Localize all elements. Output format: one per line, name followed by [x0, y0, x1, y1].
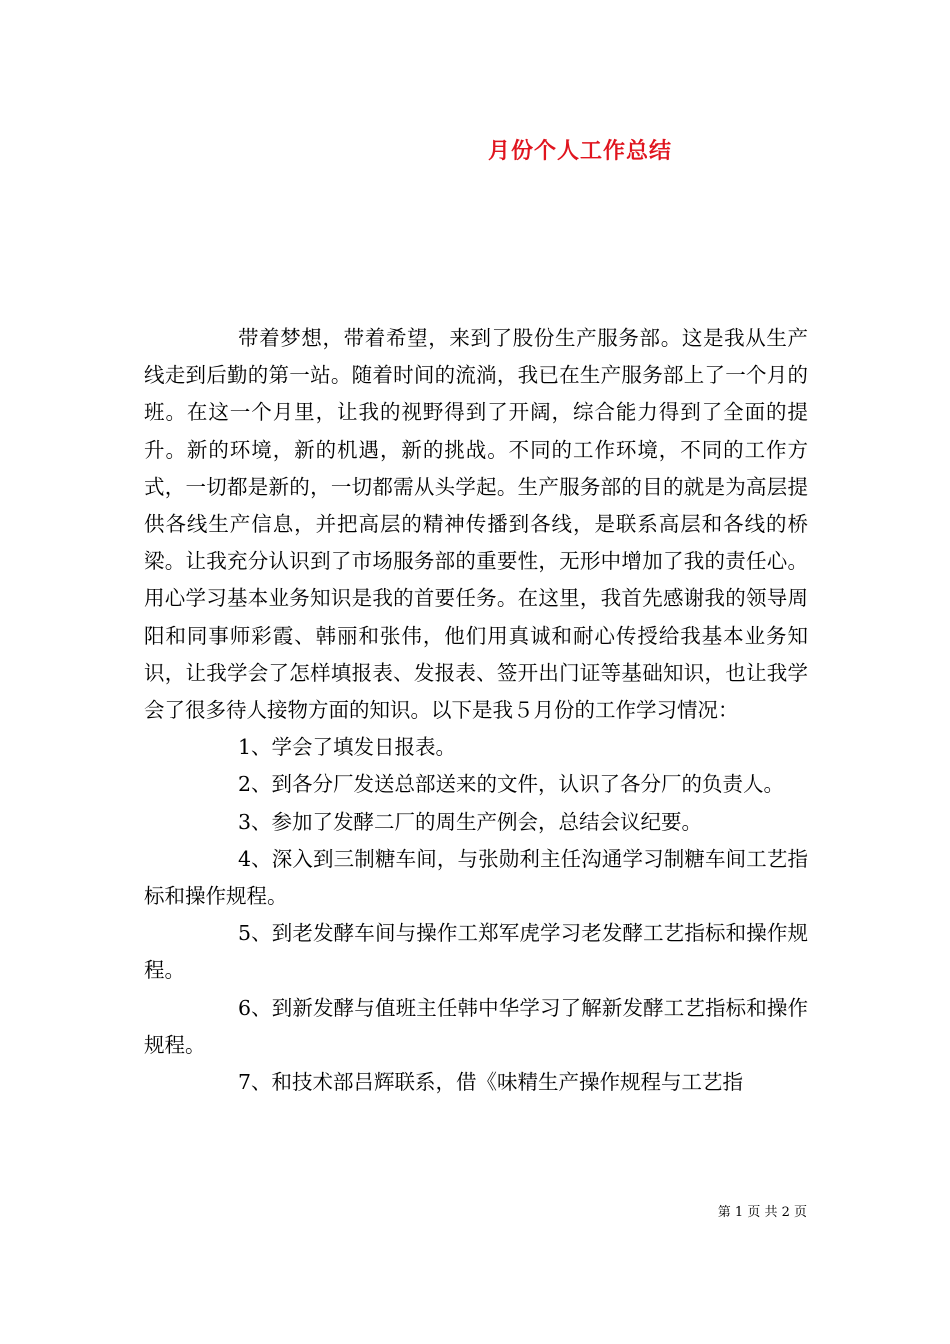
- document-title: 月份个人工作总结: [488, 139, 673, 164]
- list-item: 6、到新发酵与值班主任韩中华学习了解新发酵工艺指标和操作规程。: [144, 995, 808, 1057]
- list-item: 2、到各分厂发送总部送来的文件，认识了各分厂的负责人。: [238, 772, 785, 797]
- list-item: 4、深入到三制糖车间，与张勋利主任沟通学习制糖车间工艺指标和操作规程。: [144, 846, 808, 909]
- list-item: 1、学会了填发日报表。: [238, 735, 457, 760]
- page-footer: 第 1 页 共 2 页: [717, 1205, 807, 1220]
- paragraph-intro: 带着梦想，带着希望，来到了股份生产服务部。这是我从生产线走到后勤的第一站。随着时间的流淌，我已在生产服务部上了一个月的班。在这一个月里，让我的视野得到了开阔，综合能力得到了全面的提升。新的环境，新的机遇，新的挑战。不同的工作环境，不同的工作方式，一切都是新的，一切都需从头学起。生产服务部的目的就是为高层提供各线生产信息，并把高层的精神传播到各线，是联系高层和各线的桥梁。让我充分认识到了市场服务部的重要性，无形中增加了我的责任心。用心学习基本业务知识是我的首要任务。在这里，我首先感谢我的领导周阳和同事师彩霞、韩丽和张伟，他们用真诚和耐心传授给我基本业务知识，让我学会了怎样填报表、发报表、签开出门证等基础知识，也让我学会了很多待人接物方面的知识。以下是我５月份的工作学习情况：: [144, 326, 808, 723]
- document-body: [144, 320, 808, 1101]
- list-item: 3、参加了发酵二厂的周生产例会，总结会议纪要。: [238, 809, 703, 834]
- list-item: 7、和技术部吕辉联系，借《味精生产操作规程与工艺指: [238, 1070, 744, 1095]
- list-item: 5、到老发酵车间与操作工郑军虎学习老发酵工艺指标和操作规程。: [144, 921, 808, 983]
